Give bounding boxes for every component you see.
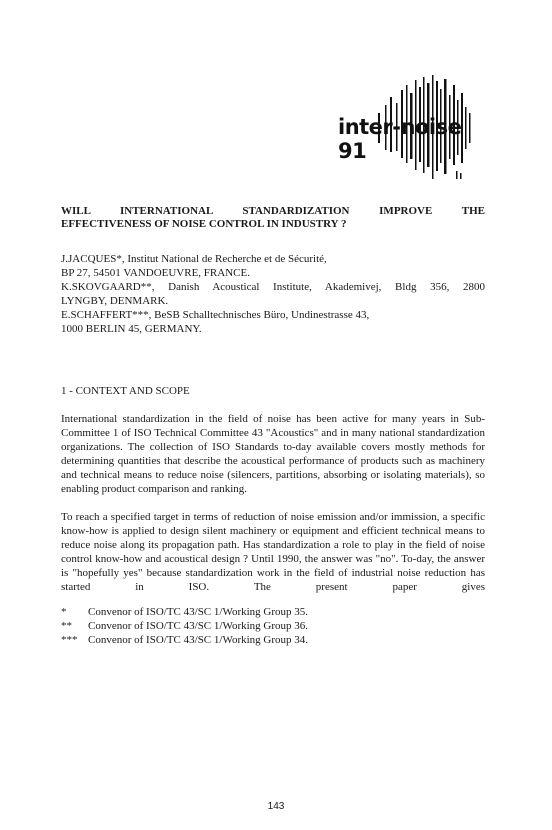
author-line: E.SCHAFFERT***, BeSB Schalltechnisches Büro, Undinestrasse 43, <box>61 309 370 321</box>
body-paragraph: To reach a specified target in terms of reduction of noise emission and/or immission, a specific know-how is applied to design silent machinery or equipment and efficient technical means to reduce noise along its propagation path. Has standardization a role to play in the field of noise control know-how and acoustical design ? Until 1990, the answer was "no". To-day, the answer is "hopefully yes" because standardization work in the field of industrial noise reduction has started in ISO. The present paper gives <box>61 511 485 593</box>
body-paragraph: International standardization in the field of noise has been active for many years in Sub-Committee 1 of ISO Technical Committee 43 "Acoustics" and in many national standardization organizations. The collection of ISO Standards to-day available covers mostly methods for determining quantities that describe the acoustical performance of products such as machinery and technical means to reduce noise (silencers, partitions, absorbing or isolating materials), so enabling product comparison and ranking. <box>61 413 485 495</box>
author-line: K.SKOVGAARD**, Danish Acoustical Institute, Akademivej, Bldg 356, 2800 <box>61 281 485 293</box>
footnote-text: Convenor of ISO/TC 43/SC 1/Working Group 34. <box>88 634 309 646</box>
footnote <box>61 619 485 633</box>
footnote-mark: ** <box>61 620 72 632</box>
footnote-text: Convenor of ISO/TC 43/SC 1/Working Group 36. <box>88 620 309 632</box>
footnotes <box>61 605 485 647</box>
author-line: 1000 BERLIN 45, GERMANY. <box>61 323 202 335</box>
author-line: LYNGBY, DENMARK. <box>61 295 169 307</box>
footnote <box>61 633 485 647</box>
footnote <box>61 605 485 619</box>
logo-text: inter-noise 91 <box>338 115 462 163</box>
conference-logo <box>330 75 490 185</box>
paper-body <box>61 205 485 647</box>
section-heading: 1 - CONTEXT AND SCOPE <box>61 385 190 397</box>
paper-title-line-2: EFFECTIVENESS OF NOISE CONTROL IN INDUSTRY ? <box>61 218 347 230</box>
author-block <box>61 252 485 336</box>
footnote-text: Convenor of ISO/TC 43/SC 1/Working Group 35. <box>88 606 309 618</box>
footnote-mark: * <box>61 606 67 618</box>
author-line: BP 27, 54501 VANDOEUVRE, FRANCE. <box>61 267 250 279</box>
paper-title-line-1: WILL INTERNATIONAL STANDARDIZATION IMPROVE THE <box>61 205 485 217</box>
footnote-mark: *** <box>61 634 78 646</box>
author-line: J.JACQUES*, Institut National de Recherche et de Sécurité, <box>61 253 327 265</box>
page-number: 143 <box>267 801 285 812</box>
paper-title <box>61 205 485 231</box>
